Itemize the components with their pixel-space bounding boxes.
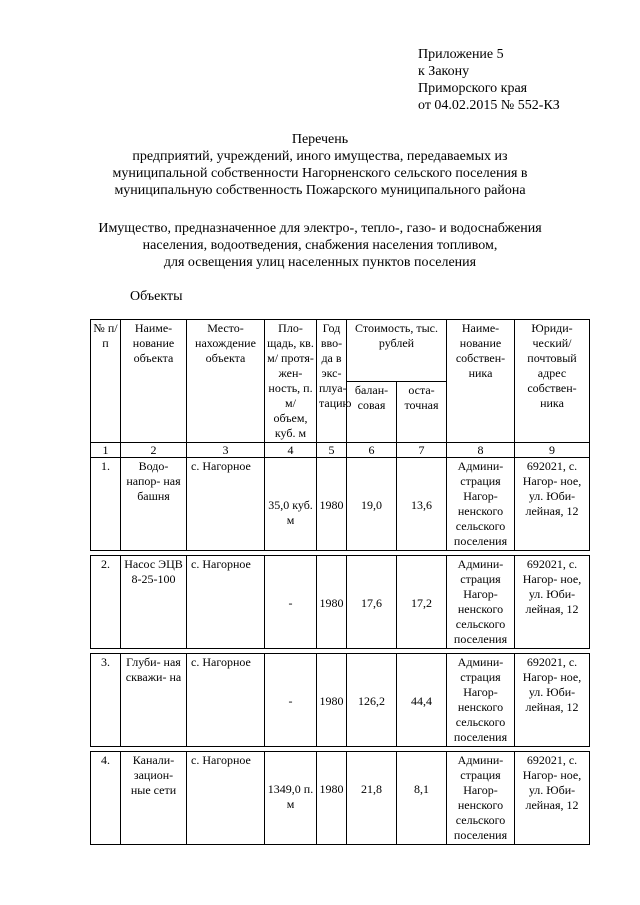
cell-year: 1980 xyxy=(317,752,347,845)
column-number: 9 xyxy=(515,443,590,458)
cell-name: Насос ЭЦВ 8-25-100 xyxy=(121,556,187,649)
cell-address: 692021, с. Нагор- ное, ул. Юби- лейная, 12 xyxy=(515,556,590,649)
document-subheading xyxy=(0,220,640,271)
cell-num: 2. xyxy=(91,556,121,649)
cell-address: 692021, с. Нагор- ное, ул. Юби- лейная, 12 xyxy=(515,752,590,845)
cell-balance: 19,0 xyxy=(347,458,397,551)
header-balance: балан- совая xyxy=(347,381,397,443)
header-owner: Наиме- нование собствен- ника xyxy=(447,320,515,443)
header-area: Пло- щадь, кв. м/ протя- жен- ность, п. м/ объем, куб. м xyxy=(265,320,317,443)
column-number: 2 xyxy=(121,443,187,458)
cell-name: Глуби- ная скважи- на xyxy=(121,654,187,747)
section-label: Объекты xyxy=(130,289,183,304)
subheading-line: Имущество, предназначенное для электро-, тепло-, газо- и водоснабжения xyxy=(98,221,542,236)
cell-balance: 21,8 xyxy=(347,752,397,845)
cell-year: 1980 xyxy=(317,654,347,747)
heading-line: муниципальной собственности Нагорненского сельского поселения в xyxy=(112,166,528,181)
column-number: 1 xyxy=(91,443,121,458)
appendix-line: Приморского края xyxy=(418,81,528,96)
cell-num: 1. xyxy=(91,458,121,551)
cell-year: 1980 xyxy=(317,458,347,551)
column-number: 3 xyxy=(187,443,265,458)
cell-address: 692021, с. Нагор- ное, ул. Юби- лейная, 12 xyxy=(515,654,590,747)
cell-owner: Админи- страция Нагор- ненского сельского поселения xyxy=(447,752,515,845)
appendix-line: Приложение 5 xyxy=(418,47,504,62)
header-row xyxy=(91,320,590,382)
column-number: 6 xyxy=(347,443,397,458)
cell-address: 692021, с. Нагор- ное, ул. Юби- лейная, 12 xyxy=(515,458,590,551)
subheading-line: для освещения улиц населенных пунктов поселения xyxy=(163,255,477,270)
cell-owner: Админи- страция Нагор- ненского сельского поселения xyxy=(447,458,515,551)
table-row xyxy=(91,556,590,649)
column-number-row xyxy=(91,443,590,458)
appendix-line: к Закону xyxy=(418,64,470,79)
heading-line: муниципальную собственность Пожарского муниципального района xyxy=(114,183,526,198)
header-location: Место- нахождение объекта xyxy=(187,320,265,443)
appendix-note xyxy=(418,46,560,114)
cell-location: с. Нагорное xyxy=(187,458,265,551)
cell-year: 1980 xyxy=(317,556,347,649)
cell-location: с. Нагорное xyxy=(187,752,265,845)
table-row xyxy=(91,458,590,551)
heading-line: предприятий, учреждений, иного имущества, передаваемых из xyxy=(132,149,508,164)
header-year: Год вво- да в экс- плуа- тацию xyxy=(317,320,347,443)
cell-residual: 13,6 xyxy=(397,458,447,551)
cell-residual: 17,2 xyxy=(397,556,447,649)
cell-area: 35,0 куб. м xyxy=(265,458,317,551)
cell-balance: 126,2 xyxy=(347,654,397,747)
cell-name: Канали- зацион- ные сети xyxy=(121,752,187,845)
table-row xyxy=(91,752,590,845)
heading-title: Перечень xyxy=(291,132,349,147)
cell-area: - xyxy=(265,654,317,747)
subheading-line: населения, водоотведения, снабжения населения топливом, xyxy=(142,238,498,253)
header-cost: Стоимость, тыс. рублей xyxy=(347,320,447,382)
header-address: Юриди- ческий/ почтовый адрес собствен- ника xyxy=(515,320,590,443)
cell-balance: 17,6 xyxy=(347,556,397,649)
cell-residual: 8,1 xyxy=(397,752,447,845)
table-row xyxy=(91,654,590,747)
column-number: 5 xyxy=(317,443,347,458)
column-number: 4 xyxy=(265,443,317,458)
cell-area: - xyxy=(265,556,317,649)
cell-num: 4. xyxy=(91,752,121,845)
cell-location: с. Нагорное xyxy=(187,654,265,747)
objects-table xyxy=(90,319,590,845)
cell-name: Водо- напор- ная башня xyxy=(121,458,187,551)
document-heading xyxy=(0,131,640,199)
column-number: 7 xyxy=(397,443,447,458)
header-name: Наиме- нование объекта xyxy=(121,320,187,443)
header-residual: оста- точная xyxy=(397,381,447,443)
column-number: 8 xyxy=(447,443,515,458)
appendix-line: от 04.02.2015 № 552-КЗ xyxy=(418,98,560,113)
cell-owner: Админи- страция Нагор- ненского сельского поселения xyxy=(447,654,515,747)
cell-owner: Админи- страция Нагор- ненского сельского поселения xyxy=(447,556,515,649)
cell-residual: 44,4 xyxy=(397,654,447,747)
cell-num: 3. xyxy=(91,654,121,747)
header-num: № п/п xyxy=(91,320,121,443)
cell-area: 1349,0 п. м xyxy=(265,752,317,845)
cell-location: с. Нагорное xyxy=(187,556,265,649)
